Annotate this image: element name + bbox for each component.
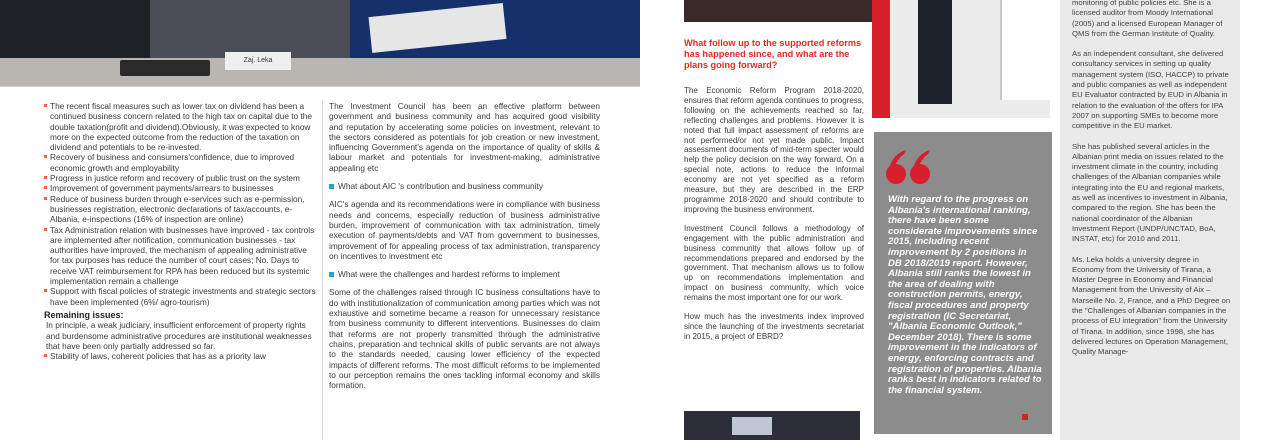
event-photo-top [684,0,872,22]
bio-text [1072,0,1232,368]
list-item: Progress in justice reform and recovery of public trust on the system [44,173,316,183]
column-rule [322,100,323,440]
bio-paragraph: She has published several articles in the Albanian print media on issues related to the investment climate in the country, including challenges of the Albanian companies while integrating into the EU and regional markets, as well as incentives to investment in Albania, compared to the region. She has been the national coordinator of the Albanian Investment Report (UNDP/UNCTAD, BoA, INSTAT, etc) for 2010 and 2011. [1072,141,1228,244]
quote-end-marker-icon [1022,414,1028,420]
photo-slide [732,417,772,435]
remaining-issues-list [44,351,316,361]
question-paragraph: How much has the investments index improved since the launching of the investments secretariat in 2015, a project of EBRD? [684,312,864,341]
answer-paragraph: Some of the challenges raised through IC business consultations have to do with institutionalization of communication among parties which was not exhaustive and sometime became a reason for unnecessary resistance from business community to different interventions. Businesses do claim that reforms are not properly transmitted through the administrative chains, preparation and technical skills of public servants are not always to the standards needed, causing lower efficiency of the expected impacts of different reforms. The most difficult reforms to be implemented to our perception remains the ones tackling informal economy and skills formation. [329,287,600,391]
remaining-issues-heading: Remaining issues: [44,309,124,320]
meeting-photo [0,0,640,86]
answer-paragraph: AIC's agenda and its recommendations were in compliance with business needs and concerns, especially reduction of business administrative burden, improvement of communication with tax administration, timely execution of payments/debts and VAT from government to businesses, improvement of for appealing process of tax administration, transparency on incentives to investment etc [329,199,600,261]
list-item: Reduce of business burden through e-services such as e-permission, businesses registration, electronic declarations of tax/accounts, e-Albania, e-inspections (16% of inspection are online) [44,194,316,225]
quote-mark-icon [886,148,932,184]
quote-text: With regard to the progress on Albania's international ranking, there have been some considerate improvements since 2015, including recent improvement by 2 positions in DB 2018/2019 report. However, Albania still ranks the lowest in the area of dealing with construction permits, energy, fiscal procedures and property registration (IC Secretariat, "Albania Economic Outlook," December 2018). There is some improvement in the indicators of energy, enforcing contracts and registration of properties. Albania ranks best in indicators related to the financial system. [888,194,1042,396]
list-item: The recent fiscal measures such as lower tax on dividend has been a continued business concern related to the high tax on capital due to the double taxation(profit and dividend).Obviously, it was expected to know more on the expected outcome from the reduction of the taxation on dividend and potentials to be re-invested. [44,101,316,152]
page-margin [1240,0,1280,440]
question-marker-icon [329,184,334,189]
list-item: Tax Administration relation with businesses have improved - tax controls are implemented after notification, communication businesses - tax authorities have improved, the mechanism of appealing administrative for tax purposes has reduce the number of court cases; No. Days to receive VAT reimbursement for RPA has been reduced but its systemic implementation remain a challenge [44,225,316,287]
photo-laptop [120,60,210,76]
list-item: Improvement of government payments/arrears to businesses [44,183,316,193]
answer-paragraph: Investment Council follows a methodology of engagement with the public administration and business community that allows follow up of recommendations prepared and endorsed by the government. That mechanism allows us to follow up on recommendations implementation and impact on business community, which voice remains the most important one for our work. [684,223,864,303]
question-text: What were the challenges and hardest reforms to implement [338,269,560,280]
presentation-screen [1000,0,1052,100]
answer-paragraph: The Economic Reform Program 2018-2020, ensures that reform agenda continues to progress, following on the achievements reached so far, reflecting challenges and problems. However it is noted that full impact assessment of reforms are not performed/or not yet made public. Impact assessment documents of mid-term specter would help the policy decision on the way forward. On a special note, actions to reduce the informal economy are not yet specified as a reform measure, but they are described in the ERP programme 2018-2020 and should contribute to improving the business environment. [684,86,864,214]
question-text: What about AIC 's contribution and business community [338,181,543,192]
bio-paragraph: monitoring of public policies etc. She is a licensed auditor from Moody International (2005) and a licensed European Manager of QMS from the German Institute of Quality. [1072,0,1223,38]
speaker-photo [890,0,1050,118]
answer-paragraph: The Investment Council has been an effective platform between government and business community and has acquired good visibility and reputation by accelerating some policies on investment, relevant to the sectors considered as potentials for job creation or new investment, influencing Government's agenda on the importance of quality of skills & labour market and potentials for investment-making, administrative appealing etc [329,101,600,173]
photo-table [0,58,640,86]
section-heading: What follow up to the supported reforms has happened since, and what are the plans going forward? [684,38,862,70]
bio-paragraph: As an independent consultant, she delivered consultancy services in setting up quality management system (ISO, HACCP) to private and public companies as well as independent EU Evaluator contracted by EUD in Albania in relation to the evaluation of the offers for IPA 2007 on supporting SMEs to become more competitive in the EU market. [1072,49,1229,131]
pull-quote [874,132,1052,434]
remaining-issues-text: In principle, a weak judiciary, insufficient enforcement of property rights and burdensome administrative procedures are institutional weaknesses that have been only partially addressed so far. [46,320,312,351]
question-marker-icon [329,272,334,277]
event-photo-bottom [684,411,860,440]
name-card: Zaj. Leka [225,52,291,70]
question-heading [329,181,600,191]
achievements-list [44,101,316,307]
list-item: Support with fiscal policies of strategic investments and strategic sectors have been implemented (6%/ agro-tourism) [44,286,316,307]
list-item: Recovery of business and consumers'confidence, due to improved economic growth and employability [44,152,316,173]
achievements-column [44,101,316,361]
speaker-figure [918,0,952,104]
author-bio-sidebar [1060,0,1240,440]
list-item: Stability of laws, coherent policies that has as a priority law [44,351,316,361]
interview-column [329,101,600,396]
bio-paragraph: Ms. Leka holds a university degree in Economy from the University of Tirana, a Master Degree in Economy and Financial Management from the University of Aix – Marseille No. 2, France, and a PhD Degree on the "Challenges of Albanian companies in the process of EU integration" from the University of Tirana. In addition, since 1998, she has delivered lectures on Operation Management, Quality Manage- [1072,254,1231,357]
followup-text [684,86,864,351]
photo-divider [0,86,640,87]
question-heading [329,269,600,279]
